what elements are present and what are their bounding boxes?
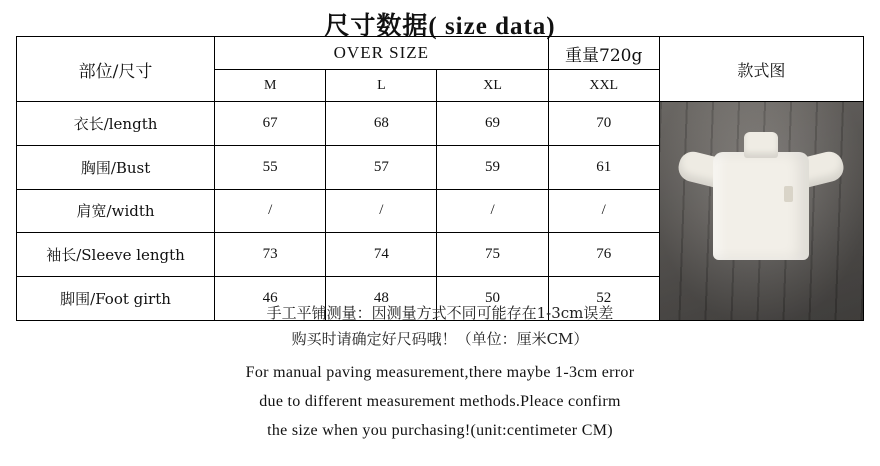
note-en-line-1: For manual paving measurement,there maybe 1-3cm error — [245, 364, 635, 381]
cell-sleeve-l: 74 — [326, 233, 437, 277]
size-column-m: M — [215, 70, 326, 102]
cell-bust-m: 55 — [215, 145, 326, 189]
style-photo-cell — [659, 102, 863, 321]
cell-bust-l: 57 — [326, 145, 437, 189]
note-cn-line-1: 手工平铺测量：因测量方式不同可能存在1-3cm误差 — [266, 304, 614, 322]
sweater-turtleneck-collar — [744, 132, 778, 158]
cell-sleeve-m: 73 — [215, 233, 326, 277]
table-header-row-top — [17, 37, 864, 70]
product-photo — [660, 102, 863, 320]
cell-length-l: 68 — [326, 102, 437, 146]
cell-foot-xxl: 52 — [548, 277, 659, 321]
cell-bust-xl: 59 — [437, 145, 548, 189]
measurement-notes — [0, 300, 880, 445]
cell-length-m: 67 — [215, 102, 326, 146]
row-label-length: 衣长/length — [17, 102, 215, 146]
row-label-bust: 胸围/Bust — [17, 145, 215, 189]
size-column-xxl: XXL — [548, 70, 659, 102]
sweater-label-tag — [784, 186, 793, 202]
cell-foot-l: 48 — [326, 277, 437, 321]
header-weight: 重量720g — [548, 37, 659, 70]
sweater-body — [713, 152, 809, 260]
size-table-container — [16, 36, 864, 321]
cell-foot-m: 46 — [215, 277, 326, 321]
header-style-image: 款式图 — [659, 37, 863, 102]
page-title-en: ( size data) — [428, 13, 556, 40]
note-en-line-3: the size when you purchasing!(unit:centimeter CM) — [267, 422, 613, 439]
note-cn-line-2: 购买时请确定好尺码哦！（单位：厘米CM） — [291, 330, 589, 348]
note-en-line-2: due to different measurement methods.Pleace confirm — [259, 393, 621, 410]
size-column-l: L — [326, 70, 437, 102]
page-title-cn: 尺寸数据 — [324, 11, 429, 40]
cell-length-xxl: 70 — [548, 102, 659, 146]
table-row — [17, 102, 864, 146]
size-table — [16, 36, 864, 321]
header-over-size: OVER SIZE — [215, 37, 549, 70]
cell-bust-xxl: 61 — [548, 145, 659, 189]
row-label-sleeve-length: 袖长/Sleeve length — [17, 233, 215, 277]
cell-foot-xl: 50 — [437, 277, 548, 321]
sweater-illustration — [686, 132, 836, 282]
cell-sleeve-xxl: 76 — [548, 233, 659, 277]
cell-width-l: / — [326, 189, 437, 233]
header-part-label: 部位/尺寸 — [17, 37, 215, 102]
cell-length-xl: 69 — [437, 102, 548, 146]
cell-width-m: / — [215, 189, 326, 233]
size-column-xl: XL — [437, 70, 548, 102]
cell-sleeve-xl: 75 — [437, 233, 548, 277]
row-label-foot-girth: 脚围/Foot girth — [17, 277, 215, 321]
cell-width-xxl: / — [548, 189, 659, 233]
row-label-width: 肩宽/width — [17, 189, 215, 233]
cell-width-xl: / — [437, 189, 548, 233]
